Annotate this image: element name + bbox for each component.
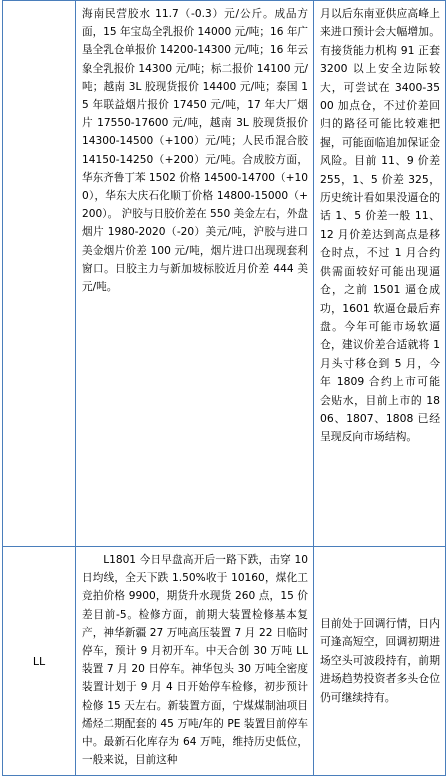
- table-row: [3, 547, 446, 776]
- variety-label-cell: [3, 1, 76, 547]
- market-analysis-cell: [76, 1, 314, 547]
- table-row: [3, 1, 446, 547]
- strategy-cell: [314, 1, 446, 547]
- commodity-report-table: [2, 0, 446, 776]
- variety-label: LL: [32, 654, 46, 668]
- market-analysis-text: 海南民营胶水 11.7（-0.3）元/公斤。成品方面，15 年宝岛全乳报价 14000 元/吨；16 年广垦全乳仓单报价 14200-14300 元/吨；16 年云象全乳报价 14300 元/吨；标二报价 14100 元/吨；越南 3L 胶现货报价 14400 元/吨；泰国 15 年联益烟片报价 17450 元/吨，17 年大厂烟片 17550-17600 元/吨，越南 3L 胶现货报价 14300-14500（+100）元/吨；人民币混合胶 14150-14250（+200）元/吨。合成胶方面，华东齐鲁丁苯 1502 价格 14500-14700（+100），华东大庆石化顺丁价格 14800-15000（+200）。 沪胶与日胶价差在 550 美金左右，外盘烟片 1980-2020（-20）美元/吨，沪胶与进口美金烟片价差 100 元/吨，烟片进口出现现套利窗口。日胶主力与新加坡标胶近月价差 444 美元/吨。: [82, 8, 309, 294]
- strategy-text: 月以后东南亚供应高峰上来进口预计会大幅增加。有接货能力机构 91 正套 3200 以上安全边际较大，可尝试在 3400-3500 加点仓，不过价差回归的路径可能比较难把握，可能面临追加保证金风险。目前 11、9 价差 255，1、5 价差 325，历史统计看如果没逼仓的话 1、5 价差一般 11、12 月价差达到高点是移仓时点，不过 1 月合约供需面较好可能出现逼仓，之前 1501 逼仓成功，1601 软逼仓最后弃盘。今年可能市场软逼仓，建议价差合适就将 1 月头寸移仓到 5 月，今年 1809 合约上市可能会贴水，目前上市的 1806、1807、1808 已经呈现反向市场结构。: [320, 7, 440, 444]
- market-analysis-text: L1801 今日早盘高开后一路下跌，击穿 10 日均线，全天下跌 1.50%收于 10160，煤化工竞拍价格 9900，期货升水现货 260 点，15 价差目前-5。检修方面，前期大装置检修基本复产，神华新疆 27 万吨高压装置 7 月 22 日临时停车，预计 9 月初开车。中天合创 30 万吨 LL 装置 7 月 20 日停车。神华包头 30 万吨全密度装置计划于 9 月 4 日开始停车检修，初步预计检修 15 天左右。新装置方面，宁煤煤制油项目烯烃二期配套的 45 万吨/年的 PE 装置目前停车中。最新石化库存为 64 万吨，维持历史低位，一般来说，目前这种: [82, 554, 308, 767]
- strategy-cell: [314, 547, 446, 776]
- variety-label-cell: [3, 547, 76, 776]
- strategy-text: 目前处于回调行情，日内可逢高短空，回调初期进场空头可波段持有，前期进场趋势投资者多头仓位仍可继续持有。: [320, 616, 440, 704]
- market-analysis-cell: [76, 547, 314, 776]
